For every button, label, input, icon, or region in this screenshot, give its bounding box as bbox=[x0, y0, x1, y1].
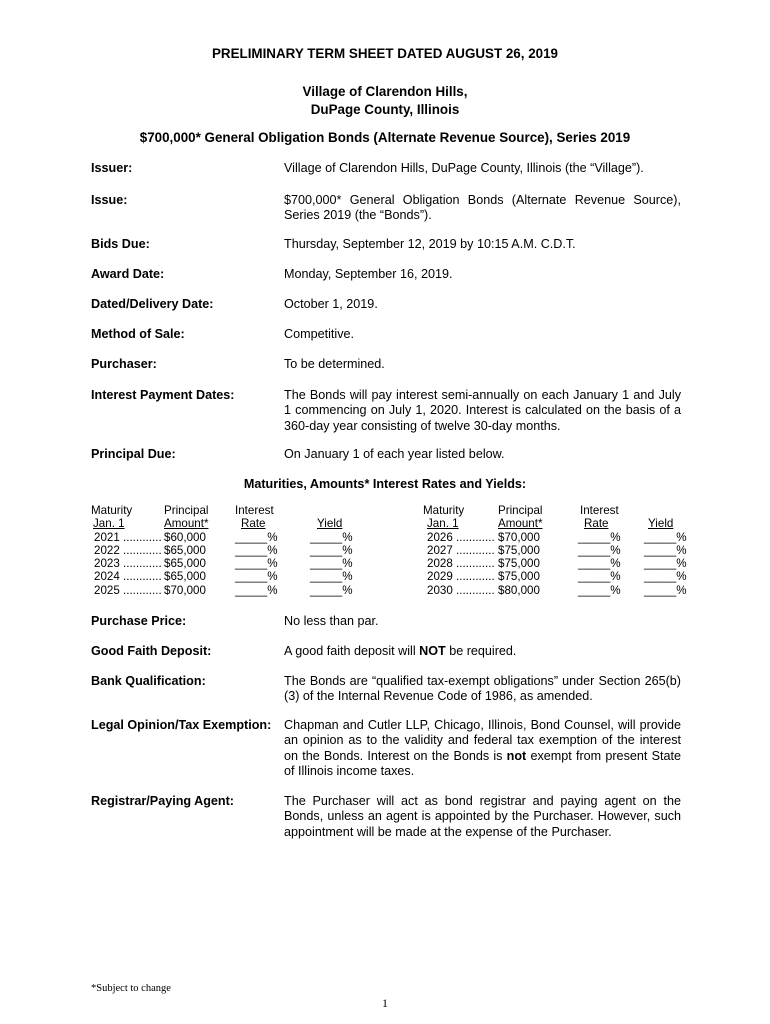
term-value: On January 1 of each year listed below. bbox=[284, 447, 505, 461]
maturity-year: 2023 ............ bbox=[94, 557, 162, 571]
header-principal: Principal bbox=[498, 504, 543, 517]
maturity-year: 2022 ............ bbox=[94, 543, 162, 557]
term-value-text: be required. bbox=[445, 644, 517, 658]
term-value: $700,000* General Obligation Bonds (Alternate Revenue Source), Series 2019 (the “Bonds”). bbox=[284, 193, 681, 223]
term-label: Issue: bbox=[91, 193, 128, 207]
yield-blank: _____% bbox=[310, 583, 353, 597]
maturities-heading: Maturities, Amounts* Interest Rates and Yields: bbox=[243, 477, 527, 491]
term-label: Legal Opinion/Tax Exemption: bbox=[91, 718, 272, 732]
term-label: Award Date: bbox=[91, 267, 165, 281]
yield-blank: _____% bbox=[310, 530, 353, 544]
yield-blank: _____% bbox=[644, 583, 687, 597]
term-label: Interest Payment Dates: bbox=[91, 388, 235, 402]
term-value: The Bonds are “qualified tax-exempt obligations” under Section 265(b)(3) of the Internal Revenue Code of 1986, as amended. bbox=[284, 674, 681, 704]
interest-rate-blank: _____% bbox=[578, 530, 621, 544]
term-value: Competitive. bbox=[284, 327, 354, 341]
header-interest: Interest bbox=[580, 504, 619, 517]
term-label: Issuer: bbox=[91, 161, 133, 175]
interest-rate-blank: _____% bbox=[578, 557, 621, 571]
maturity-year: 2025 ............ bbox=[94, 583, 162, 597]
principal-amount: $70,000 bbox=[164, 583, 206, 597]
interest-rate-blank: _____% bbox=[235, 530, 278, 544]
header-rate: Rate bbox=[584, 517, 609, 531]
term-value-emphasis: not bbox=[506, 748, 527, 763]
term-value-text: exempt from present State of Illinois income taxes. bbox=[284, 748, 681, 778]
term-value: Thursday, September 12, 2019 by 10:15 A.M. C.D.T. bbox=[284, 237, 576, 251]
header-maturity: Maturity bbox=[423, 504, 465, 517]
header-jan1: Jan. 1 bbox=[427, 517, 459, 531]
header-yield: Yield bbox=[648, 517, 674, 531]
yield-column bbox=[644, 504, 687, 597]
term-value-text: Chapman and Cutler LLP, Chicago, Illinois, Bond Counsel, will provide an opinion as to the validity and federal tax exemption of the interest on the Bonds. Interest on the Bonds is bbox=[284, 718, 681, 763]
term-value: Village of Clarendon Hills, DuPage County, Illinois (the “Village”). bbox=[284, 161, 644, 175]
term-value-emphasis: NOT bbox=[419, 644, 446, 658]
page-number: 1 bbox=[382, 996, 388, 1010]
term-label: Purchaser: bbox=[91, 357, 157, 371]
term-value: To be determined. bbox=[284, 357, 385, 371]
maturity-year: 2026 ............ bbox=[427, 530, 495, 544]
maturity-year: 2028 ............ bbox=[427, 557, 495, 571]
maturity-year: 2027 ............ bbox=[427, 543, 495, 557]
term-value bbox=[284, 644, 681, 659]
principal-amount: $60,000 bbox=[164, 530, 206, 544]
maturity-year: 2029 ............ bbox=[427, 570, 495, 584]
term-label: Bank Qualification: bbox=[91, 674, 206, 688]
yield-blank: _____% bbox=[310, 570, 353, 584]
principal-amount: $80,000 bbox=[498, 583, 540, 597]
header-principal: Principal bbox=[164, 504, 209, 517]
yield-blank: _____% bbox=[310, 543, 353, 557]
yield-blank: _____% bbox=[644, 557, 687, 571]
maturity-year: 2024 ............ bbox=[94, 570, 162, 584]
document-title: PRELIMINARY TERM SHEET DATED AUGUST 26, 2019 bbox=[212, 46, 558, 61]
term-label: Registrar/Paying Agent: bbox=[91, 794, 234, 808]
bond-title: $700,000* General Obligation Bonds (Alternate Revenue Source), Series 2019 bbox=[139, 130, 631, 145]
interest-rate-blank: _____% bbox=[578, 583, 621, 597]
maturity-column bbox=[91, 504, 162, 597]
term-value: The Purchaser will act as bond registrar and paying agent on the Bonds, unless an agent is appointed by the Purchaser. However, such appointment will be made at the expense of the Purchaser. bbox=[284, 794, 681, 839]
term-value: October 1, 2019. bbox=[284, 297, 378, 311]
maturity-year: 2021 ............ bbox=[94, 530, 162, 544]
term-label: Dated/Delivery Date: bbox=[91, 297, 214, 311]
yield-blank: _____% bbox=[310, 557, 353, 571]
principal-amount: $65,000 bbox=[164, 557, 206, 571]
header-yield: Yield bbox=[317, 517, 343, 531]
term-value bbox=[284, 718, 681, 779]
yield-blank: _____% bbox=[644, 530, 687, 544]
header-maturity: Maturity bbox=[91, 504, 133, 517]
term-value-text: A good faith deposit will bbox=[284, 644, 420, 658]
term-value: No less than par. bbox=[284, 614, 379, 628]
interest-rate-blank: _____% bbox=[578, 543, 621, 557]
header-jan1: Jan. 1 bbox=[93, 517, 125, 531]
maturity-column bbox=[423, 504, 495, 597]
term-label: Principal Due: bbox=[91, 447, 176, 461]
interest-rate-blank: _____% bbox=[235, 583, 278, 597]
term-label: Good Faith Deposit: bbox=[91, 644, 212, 658]
issuer-heading-line1: Village of Clarendon Hills, bbox=[302, 84, 468, 99]
yield-column bbox=[310, 504, 353, 597]
term-value: Monday, September 16, 2019. bbox=[284, 267, 453, 281]
maturity-year: 2030 ............ bbox=[427, 583, 495, 597]
principal-amount: $75,000 bbox=[498, 570, 540, 584]
principal-amount: $75,000 bbox=[498, 543, 540, 557]
term-label: Purchase Price: bbox=[91, 614, 187, 628]
header-amount: Amount* bbox=[498, 517, 543, 531]
principal-column bbox=[498, 504, 542, 597]
rate-column bbox=[235, 504, 278, 597]
rate-column bbox=[578, 504, 621, 597]
header-interest: Interest bbox=[235, 504, 274, 517]
principal-amount: $65,000 bbox=[164, 570, 206, 584]
yield-blank: _____% bbox=[644, 543, 687, 557]
interest-rate-blank: _____% bbox=[578, 570, 621, 584]
footnote: *Subject to change bbox=[91, 983, 171, 994]
principal-amount: $70,000 bbox=[498, 530, 540, 544]
principal-column bbox=[164, 504, 208, 597]
interest-rate-blank: _____% bbox=[235, 543, 278, 557]
interest-rate-blank: _____% bbox=[235, 557, 278, 571]
principal-amount: $65,000 bbox=[164, 543, 206, 557]
term-label: Method of Sale: bbox=[91, 327, 185, 341]
header-rate: Rate bbox=[241, 517, 266, 531]
term-value: The Bonds will pay interest semi-annually on each January 1 and July 1 commencing on July 1, 2020. Interest is calculated on the basis of a 360-day year consisting of twelve 30-day months. bbox=[284, 388, 681, 433]
issuer-heading bbox=[0, 83, 770, 119]
header-amount: Amount* bbox=[164, 517, 209, 531]
issuer-heading-line2: DuPage County, Illinois bbox=[310, 102, 460, 117]
term-label: Bids Due: bbox=[91, 237, 150, 251]
principal-amount: $75,000 bbox=[498, 557, 540, 571]
interest-rate-blank: _____% bbox=[235, 570, 278, 584]
yield-blank: _____% bbox=[644, 570, 687, 584]
